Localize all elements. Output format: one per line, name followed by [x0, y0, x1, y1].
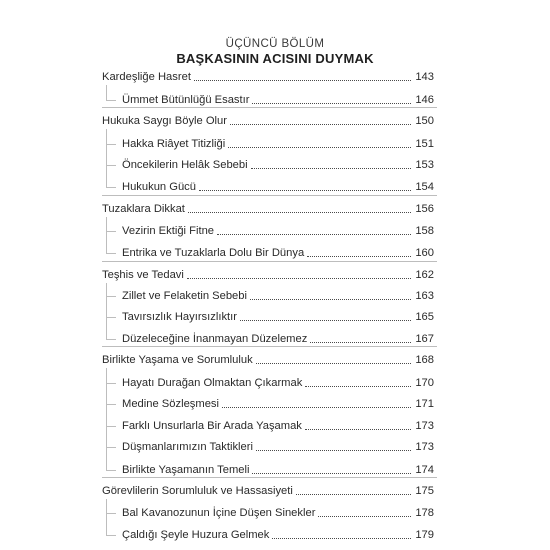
toc-page-number: 174	[415, 464, 434, 476]
toc-page-number: 179	[415, 529, 434, 541]
part-title: BAŞKASININ ACISINI DUYMAK	[176, 51, 374, 66]
toc-subsection-entry	[122, 306, 434, 324]
toc-page-number: 162	[415, 269, 434, 281]
toc-page-number: 170	[415, 377, 434, 389]
toc-page-number: 173	[415, 441, 434, 453]
dot-leader	[194, 79, 411, 81]
dot-leader	[272, 537, 411, 539]
dot-leader	[222, 406, 411, 408]
toc-entry-title: Görevlilerin Sorumluluk ve Hassasiyeti	[102, 485, 293, 497]
toc-page-number: 160	[415, 247, 434, 259]
toc-entry-title: Bal Kavanozunun İçine Düşen Sinekler	[122, 507, 316, 519]
bracket-tick	[106, 383, 116, 384]
toc-subsection-entry	[122, 393, 434, 411]
toc-subsection-entry	[122, 176, 434, 194]
toc-page-number: 143	[415, 71, 434, 83]
bracket-tick	[106, 535, 116, 536]
section-divider	[102, 195, 437, 196]
toc-entry-title: Düzeleceğine İnanmayan Düzelemez	[122, 333, 308, 345]
section-divider	[102, 346, 437, 347]
toc-section-entry	[102, 264, 434, 282]
toc-entry-title: Zillet ve Felaketin Sebebi	[122, 290, 247, 302]
toc-page-number: 158	[415, 225, 434, 237]
dot-leader	[251, 167, 411, 169]
bracket-tick	[106, 144, 116, 145]
toc-entry-title: Ümmet Bütünlüğü Esastır	[122, 94, 250, 106]
bracket-tick	[106, 231, 116, 232]
toc-subsection-entry	[122, 502, 434, 520]
toc-entry-title: Vezirin Ektiği Fitne	[122, 225, 215, 237]
section-divider	[102, 107, 437, 108]
toc-page-number: 156	[415, 203, 434, 215]
bracket-tick	[106, 470, 116, 471]
dot-leader	[296, 493, 411, 495]
toc-entry-title: Tavırsızlık Hayırsızlıktır	[122, 311, 237, 323]
bracket-tick	[106, 339, 116, 340]
toc-entry-title: Medine Sözleşmesi	[122, 398, 220, 410]
dot-leader	[305, 428, 411, 430]
dot-leader	[256, 362, 411, 364]
bracket-tick	[106, 100, 116, 101]
bracket-tick	[106, 513, 116, 514]
dot-leader	[230, 123, 411, 125]
bracket-tick	[106, 165, 116, 166]
dot-leader	[228, 146, 411, 148]
dot-leader	[240, 319, 411, 321]
toc-section-entry	[102, 110, 434, 128]
bracket-tick	[106, 317, 116, 318]
bracket-tick	[106, 404, 116, 405]
toc-entry-title: Entrika ve Tuzaklarla Dolu Bir Dünya	[122, 247, 305, 259]
section-bracket	[106, 283, 107, 339]
toc-section-entry	[102, 66, 434, 84]
toc-section-entry	[102, 349, 434, 367]
section-bracket	[106, 499, 107, 535]
dot-leader	[217, 233, 411, 235]
toc-entry-title: Tuzaklara Dikkat	[102, 203, 185, 215]
section-bracket	[106, 217, 107, 253]
toc-subsection-entry	[122, 89, 434, 107]
toc-entry-title: Düşmanlarımızın Taktikleri	[122, 441, 253, 453]
section-bracket	[106, 129, 107, 187]
dot-leader	[305, 385, 411, 387]
toc-section-entry	[102, 480, 434, 498]
toc-page-number: 178	[415, 507, 434, 519]
toc-page-number: 173	[415, 420, 434, 432]
part-label: ÜÇÜNCÜ BÖLÜM	[225, 38, 325, 50]
section-divider	[102, 477, 437, 478]
toc-entry-title: Farklı Unsurlarla Bir Arada Yaşamak	[122, 420, 302, 432]
toc-entry-title: Hayatı Durağan Olmaktan Çıkarmak	[122, 377, 303, 389]
toc-page-number: 151	[415, 138, 434, 150]
bracket-tick	[106, 447, 116, 448]
toc-subsection-entry	[122, 459, 434, 477]
toc-subsection-entry	[122, 524, 434, 542]
dot-leader	[188, 211, 411, 213]
toc-subsection-entry	[122, 328, 434, 346]
bracket-tick	[106, 187, 116, 188]
toc-subsection-entry	[122, 372, 434, 390]
toc-subsection-entry	[122, 415, 434, 433]
toc-entry-title: Teşhis ve Tedavi	[102, 269, 184, 281]
dot-leader	[310, 341, 411, 343]
dot-leader	[199, 189, 411, 191]
toc-section-entry	[102, 198, 434, 216]
toc-page-number: 167	[415, 333, 434, 345]
section-divider	[102, 261, 437, 262]
dot-leader	[250, 298, 411, 300]
toc-entry-title: Birlikte Yaşamanın Temeli	[122, 464, 250, 476]
dot-leader	[318, 515, 411, 517]
bracket-tick	[106, 426, 116, 427]
toc-entry-title: Hukuka Saygı Böyle Olur	[102, 115, 227, 127]
toc-entry-title: Birlikte Yaşama ve Sorumluluk	[102, 354, 253, 366]
toc-page-number: 150	[415, 115, 434, 127]
toc-subsection-entry	[122, 220, 434, 238]
dot-leader	[307, 255, 411, 257]
toc-page-number: 163	[415, 290, 434, 302]
dot-leader	[252, 472, 411, 474]
toc-subsection-entry	[122, 154, 434, 172]
dot-leader	[187, 277, 411, 279]
toc-page-number: 168	[415, 354, 434, 366]
toc-entry-title: Hukukun Gücü	[122, 181, 197, 193]
toc-page-number: 153	[415, 159, 434, 171]
toc-page-number: 171	[415, 398, 434, 410]
section-bracket	[106, 85, 107, 100]
toc-entry-title: Kardeşliğe Hasret	[102, 71, 191, 83]
toc-entry-title: Çaldığı Şeyle Huzura Gelmek	[122, 529, 270, 541]
dot-leader	[252, 102, 411, 104]
toc-entry-title: Hakka Riâyet Titizliği	[122, 138, 226, 150]
bracket-tick	[106, 253, 116, 254]
toc-page-number: 175	[415, 485, 434, 497]
toc-subsection-entry	[122, 242, 434, 260]
toc-subsection-entry	[122, 436, 434, 454]
bracket-tick	[106, 296, 116, 297]
toc-subsection-entry	[122, 285, 434, 303]
toc-page-number: 165	[415, 311, 434, 323]
toc-subsection-entry	[122, 133, 434, 151]
toc-page-number: 154	[415, 181, 434, 193]
toc-page-number: 146	[415, 94, 434, 106]
toc-entry-title: Öncekilerin Helâk Sebebi	[122, 159, 248, 171]
dot-leader	[256, 449, 411, 451]
